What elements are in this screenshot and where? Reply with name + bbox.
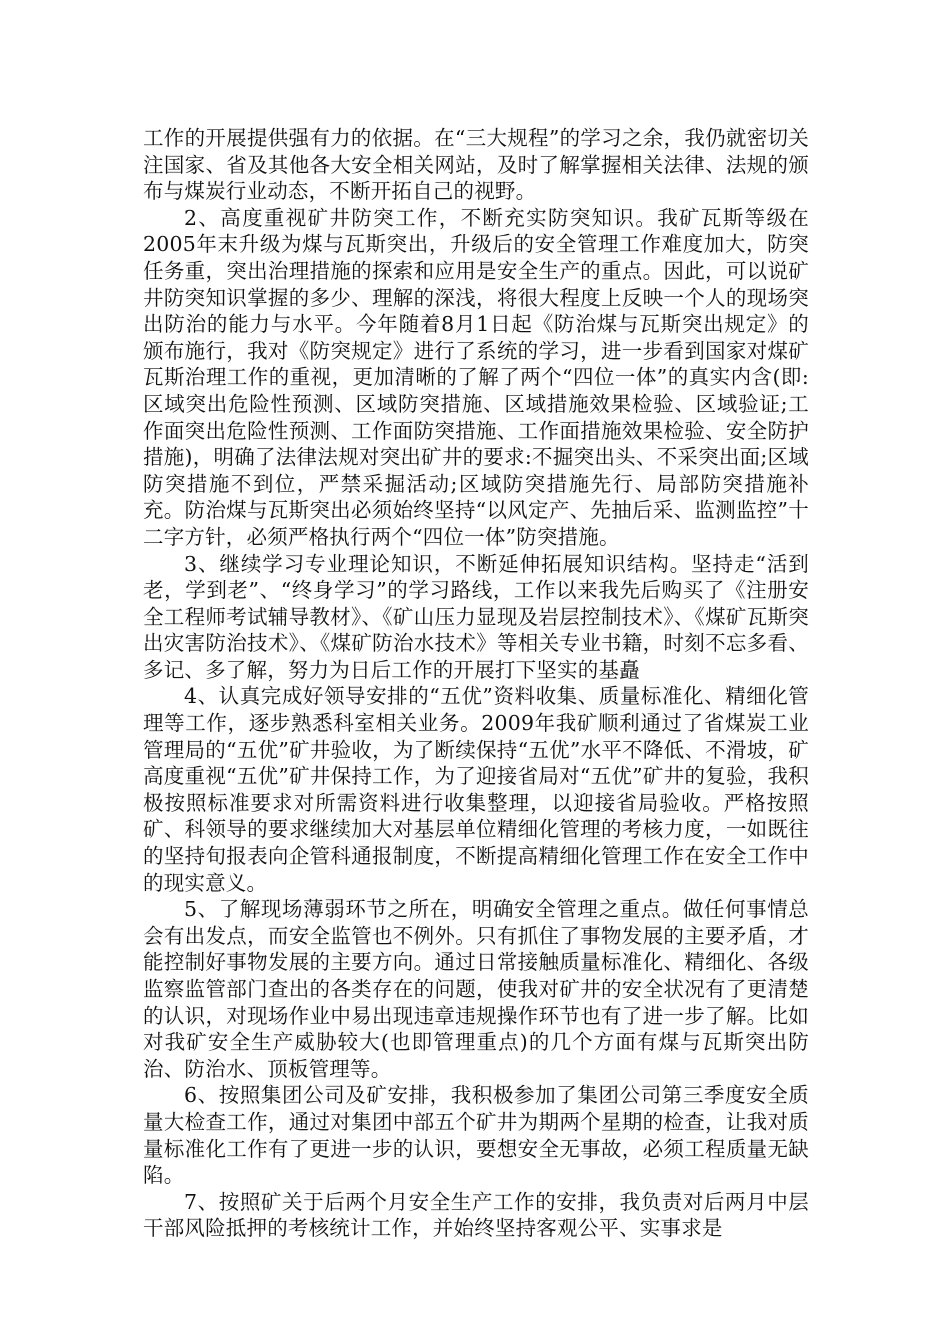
paragraph-item-3: 3、继续学习专业理论知识，不断延伸拓展知识结构。坚持走“活到老，学到老”、“终身学习”的学习路线，工作以来我先后购买了《注册安全工程师考试辅导教材》、《矿山压力显现及岩层控制技术》、《煤矿瓦斯突出灾害防治技术》、《煤矿防治水技术》等相关专业书籍，时刻不忘多看、多记、多了解，努力为日后工作的开展打下坚实的基矗 (143, 551, 809, 682)
paragraph-continuation: 工作的开展提供强有力的依据。在“三大规程”的学习之余，我仍就密切关注国家、省及其他各大安全相关网站，及时了解掌握相关法律、法规的颁布与煤炭行业动态，不断开拓自己的视野。 (143, 126, 809, 204)
paragraph-item-7: 7、按照矿关于后两个月安全生产工作的安排，我负责对后两月中层干部风险抵押的考核统计工作，并始终坚持客观公平、实事求是 (143, 1189, 809, 1241)
paragraph-item-6: 6、按照集团公司及矿安排，我积极参加了集团公司第三季度安全质量大检查工作，通过对集团中部五个矿井为期两个星期的检查，让我对质量标准化工作有了更进一步的认识，要想安全无事故，必须工程质量无缺陷。 (143, 1083, 809, 1188)
document-body (143, 125, 809, 1242)
paragraph-item-5: 5、了解现场薄弱环节之所在，明确安全管理之重点。做任何事情总会有出发点，而安全监管也不例外。只有抓住了事物发展的主要矛盾，才能控制好事物发展的主要方向。通过日常接触质量标准化、精细化、各级监察监管部门查出的各类存在的问题，使我对矿井的安全状况有了更清楚的认识，对现场作业中易出现违章违规操作环节也有了进一步了解。比如对我矿安全生产威胁较大(也即管理重点)的几个方面有煤与瓦斯突出防治、防治水、顶板管理等。 (143, 897, 809, 1081)
paragraph-item-2: 2、高度重视矿井防突工作，不断充实防突知识。我矿瓦斯等级在2005年末升级为煤与瓦斯突出，升级后的安全管理工作难度加大，防突任务重，突出治理措施的探索和应用是安全生产的重点。因此，可以说矿井防突知识掌握的多少、理解的深浅，将很大程度上反映一个人的现场突出防治的能力与水平。今年随着8月1日起《防治煤与瓦斯突出规定》的颁布施行，我对《防突规定》进行了系统的学习，进一步看到国家对煤矿瓦斯治理工作的重视，更加清晰的了解了两个“四位一体”的真实内含(即:区域突出危险性预测、区域防突措施、区域措施效果检验、区域验证;工作面突出危险性预测、工作面防突措施、工作面措施效果检验、安全防护措施)，明确了法律法规对突出矿井的要求:不掘突出头、不采突出面;区域防突措施不到位，严禁采掘活动;区域防突措施先行、局部防突措施补充。防治煤与瓦斯突出必须始终坚持“以风定产、先抽后采、监测监控”十二字方针，必须严格执行两个“四位一体”防突措施。 (143, 205, 809, 549)
paragraph-item-4: 4、认真完成好领导安排的“五优”资料收集、质量标准化、精细化管理等工作，逐步熟悉科室相关业务。2009年我矿顺利通过了省煤炭工业管理局的“五优”矿井验收，为了断续保持“五优”水平不降低、不滑坡，矿高度重视“五优”矿井保持工作，为了迎接省局对“五优”矿井的复验，我积极按照标准要求对所需资料进行收集整理，以迎接省局验收。严格按照矿、科领导的要求继续加大对基层单位精细化管理的考核力度，一如既往的坚持旬报表向企管科通报制度，不断提高精细化管理工作在安全工作中的现实意义。 (143, 684, 809, 895)
